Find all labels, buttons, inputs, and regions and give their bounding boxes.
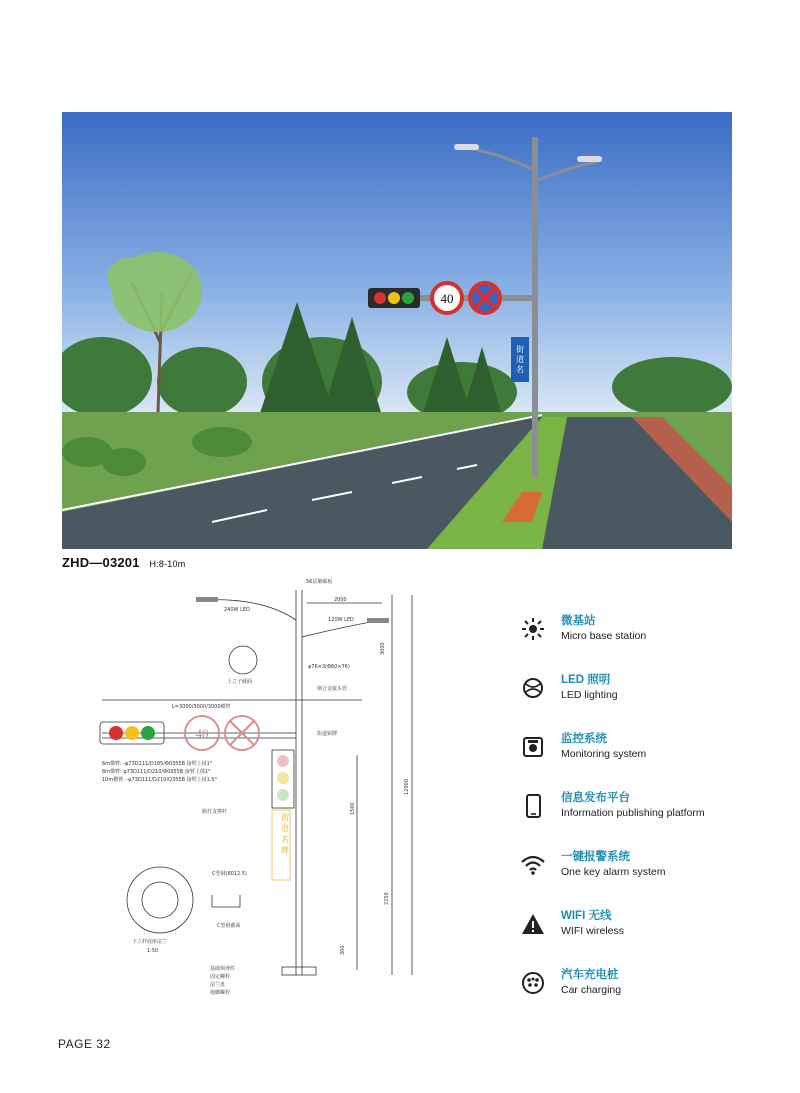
drawing-label-pipe-10m: 10m横臂: -φ73D111/D210/Q355B 接臂上扬1.5° [102, 777, 218, 783]
feature-subtitle: LED lighting [561, 689, 618, 701]
page-number: PAGE 32 [58, 1037, 111, 1051]
drawing-label-side-note: 路灯支撑杆 [202, 809, 228, 815]
model-caption [62, 555, 185, 570]
model-height: H:8-10m [149, 559, 186, 569]
drawing-label-pipe-8m: 8m横臂: φ73D111/D210/Φ0355B 接臂上扬1° [102, 769, 211, 775]
model-code: ZHD—03201 [62, 555, 140, 570]
feature-title: 汽车充电桩 [561, 969, 619, 981]
feature-subtitle: Monitoring system [561, 748, 647, 760]
hero-rendering [62, 112, 732, 549]
feature-micro-base-station [520, 612, 770, 662]
micro-base-station-icon [520, 616, 546, 642]
drawing-label-arm-spec: φ76×3(Φ60×76) [308, 664, 350, 670]
feature-wifi [520, 907, 770, 957]
drawing-label-channel: C型钢(8012.5) [212, 871, 247, 877]
feature-alarm-system [520, 848, 770, 898]
drawing-label-foot-4: 地脚螺栓 [210, 990, 231, 996]
wifi-warning-icon [520, 911, 546, 937]
feature-subtitle: Micro base station [561, 630, 647, 642]
drawing-label-pipe-6m: 6m横臂: -φ73D111/D185/Φ0355B 接臂上扬1° [102, 761, 213, 767]
car-charging-icon [520, 970, 546, 996]
drawing-label-lamp-left: 240W LED [224, 607, 250, 613]
feature-title: 一键报警系统 [561, 851, 630, 863]
drawing-dim-5: 300 [340, 945, 346, 955]
technical-drawing [62, 575, 462, 1015]
drawing-dim-1: 3000 [380, 642, 386, 655]
drawing-label-channel-section: C型钢截面 [217, 923, 241, 929]
feature-title: 监控系统 [561, 733, 607, 745]
speed-sign-text: 40 [440, 291, 454, 306]
drawing-label-foot-3: 法兰盘 [210, 982, 226, 988]
info-display-icon [520, 793, 546, 819]
feature-subtitle: Information publishing platform [561, 807, 705, 819]
led-lighting-icon [520, 675, 546, 701]
drawing-label-foot-1: 基础预埋件 [210, 966, 236, 972]
drawing-label-mount: 钢合金接头管 [317, 686, 348, 692]
feature-subtitle: Car charging [561, 984, 622, 996]
drawing-label-top-cap: 56层聚碳板 [306, 579, 333, 585]
feature-title: LED 照明 [561, 674, 611, 686]
drawing-label-plate: 街道铭牌 [317, 731, 338, 737]
feature-title: 微基站 [561, 615, 596, 627]
drawing-label-arm-circle: 上立子截面 [227, 679, 253, 685]
feature-title: 信息发布平台 [561, 792, 630, 804]
drawing-dim-2: 12000 [404, 779, 410, 795]
feature-led-lighting [520, 671, 770, 721]
street-name-plate: 街道名 [516, 345, 524, 374]
drawing-speed-sign: 40 [195, 726, 209, 741]
drawing-label-dim-arm: 2000 [334, 597, 347, 603]
feature-subtitle: One key alarm system [561, 866, 666, 878]
drawing-label-foot-2: 固定螺栓 [210, 974, 231, 980]
alarm-wifi-icon [520, 852, 546, 878]
drawing-label-arm-length: L=3000/3000/3000横臂 [172, 704, 231, 710]
feature-car-charging [520, 966, 770, 1016]
drawing-label-base-note: 1:50 [147, 948, 159, 954]
feature-subtitle: WIFI wireless [561, 925, 624, 937]
drawing-dim-4: 2250 [384, 892, 390, 905]
drawing-dim-3: 1500 [350, 802, 356, 815]
feature-info-platform [520, 789, 770, 839]
feature-title: WIFI 无线 [561, 910, 612, 922]
monitoring-camera-icon [520, 734, 546, 760]
drawing-name-sign: 街道名牌 [281, 813, 289, 855]
feature-monitoring [520, 730, 770, 780]
drawing-label-lamp-right: 120W LED [328, 617, 354, 623]
drawing-label-base-circle: 下立杆底座法兰 [132, 939, 168, 945]
